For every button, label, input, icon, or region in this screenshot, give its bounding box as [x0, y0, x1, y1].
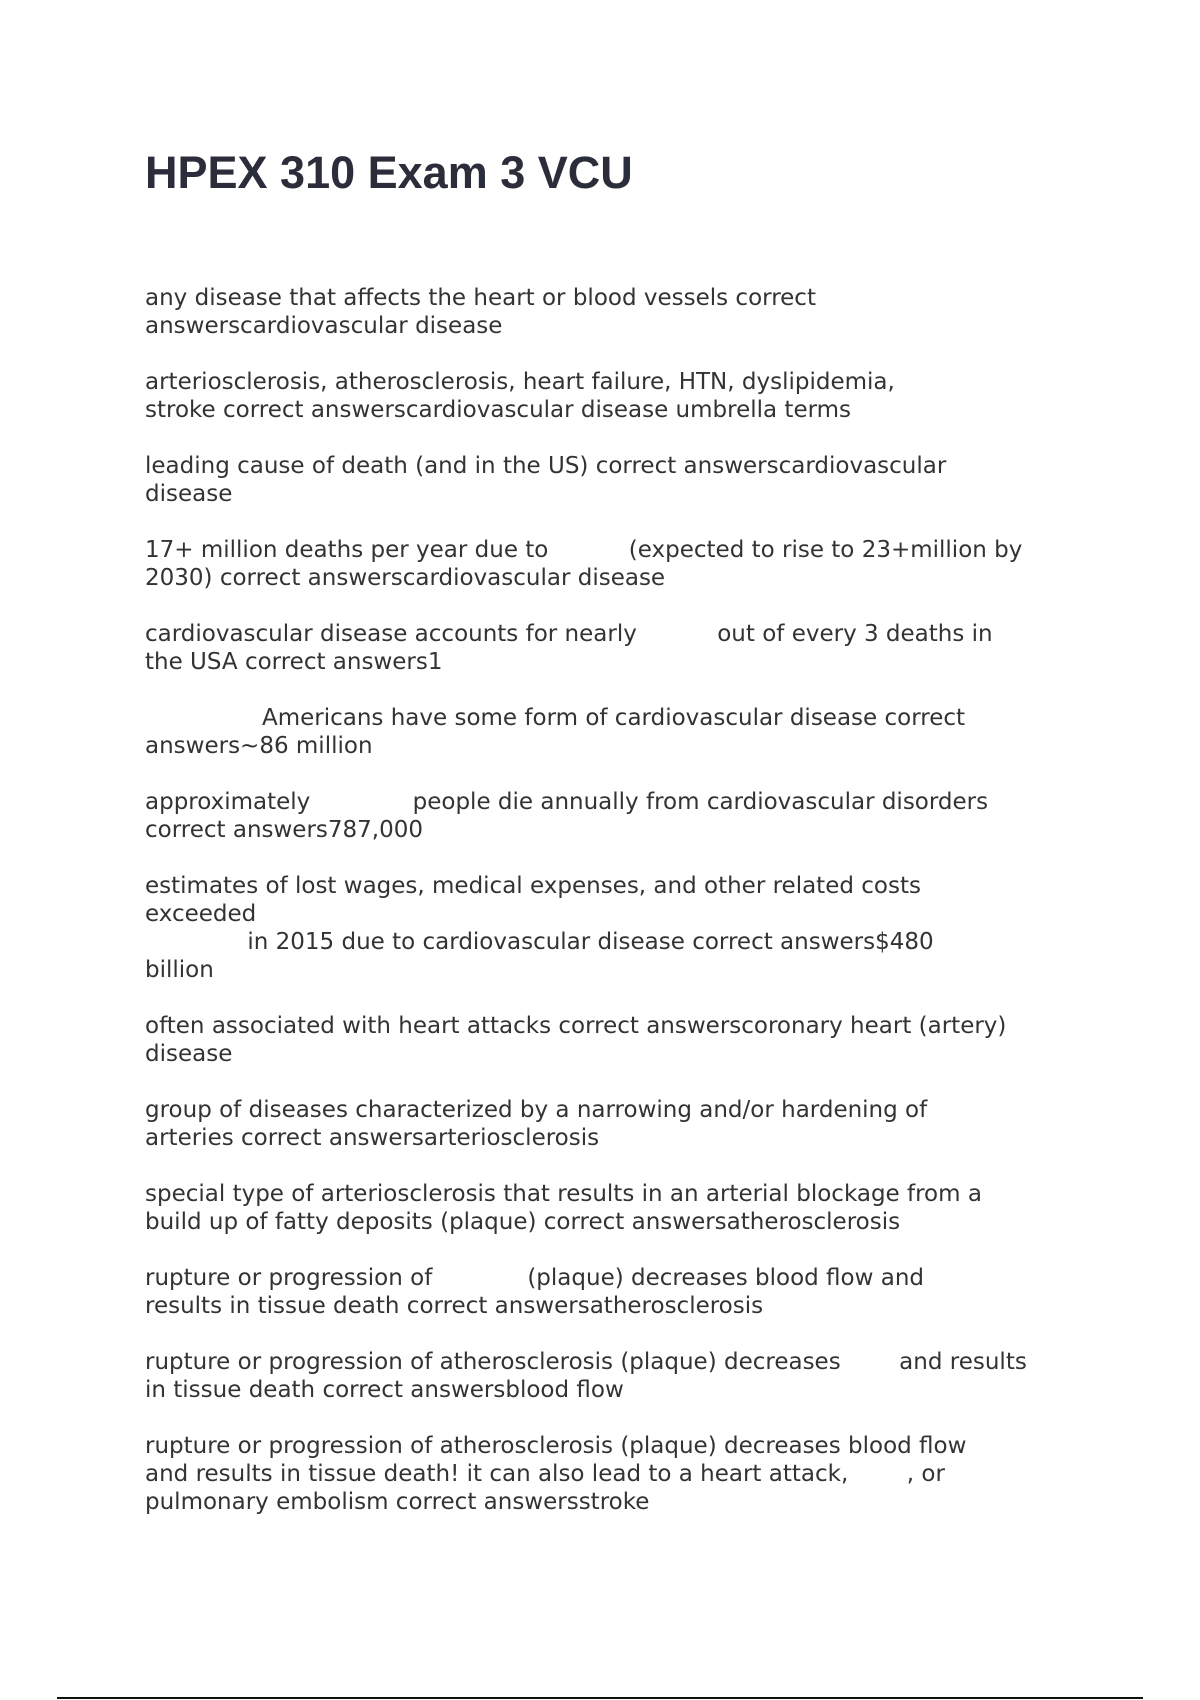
flashcard-entry: rupture or progression of atherosclerosis (plaque) decreases and results in tissue death correct answersblood flow — [145, 1349, 1027, 1403]
flashcard-entry: special type of arteriosclerosis that results in an arterial blockage from a build up of fatty deposits (plaque) correct answersatherosclerosis — [145, 1181, 982, 1235]
flashcard-entry: estimates of lost wages, medical expenses, and other related costs exceeded in 2015 due to cardiovascular disease correct answers$480 billion — [145, 873, 934, 983]
flashcard-entry: often associated with heart attacks correct answerscoronary heart (artery) disease — [145, 1013, 1007, 1067]
flashcard-entry: 17+ million deaths per year due to (expected to rise to 23+million by 2030) correct answerscardiovascular disease — [145, 537, 1023, 591]
flashcard-entry: leading cause of death (and in the US) correct answerscardiovascular disease — [145, 453, 947, 507]
page-title: HPEX 310 Exam 3 VCU — [145, 147, 633, 198]
flashcard-entry: any disease that affects the heart or blood vessels correct answerscardiovascular disease — [145, 285, 816, 339]
flashcard-entry: approximately people die annually from cardiovascular disorders correct answers787,000 — [145, 789, 989, 843]
flashcard-entry: rupture or progression of atherosclerosis (plaque) decreases blood flow and results in tissue death! it can also lead to a heart attack, , or pulmonary embolism correct answersstroke — [145, 1433, 967, 1515]
footer-divider — [57, 1697, 1143, 1699]
flashcard-entry: Americans have some form of cardiovascular disease correct answers~86 million — [145, 705, 966, 759]
flashcard-list — [145, 284, 1085, 1544]
flashcard-entry: cardiovascular disease accounts for nearly out of every 3 deaths in the USA correct answers1 — [145, 621, 993, 675]
flashcard-entry: group of diseases characterized by a narrowing and/or hardening of arteries correct answersarteriosclerosis — [145, 1097, 928, 1151]
flashcard-entry: arteriosclerosis, atherosclerosis, heart failure, HTN, dyslipidemia, stroke correct answerscardiovascular disease umbrella terms — [145, 369, 895, 423]
flashcard-entry: rupture or progression of (plaque) decreases blood flow and results in tissue death correct answersatherosclerosis — [145, 1265, 925, 1319]
